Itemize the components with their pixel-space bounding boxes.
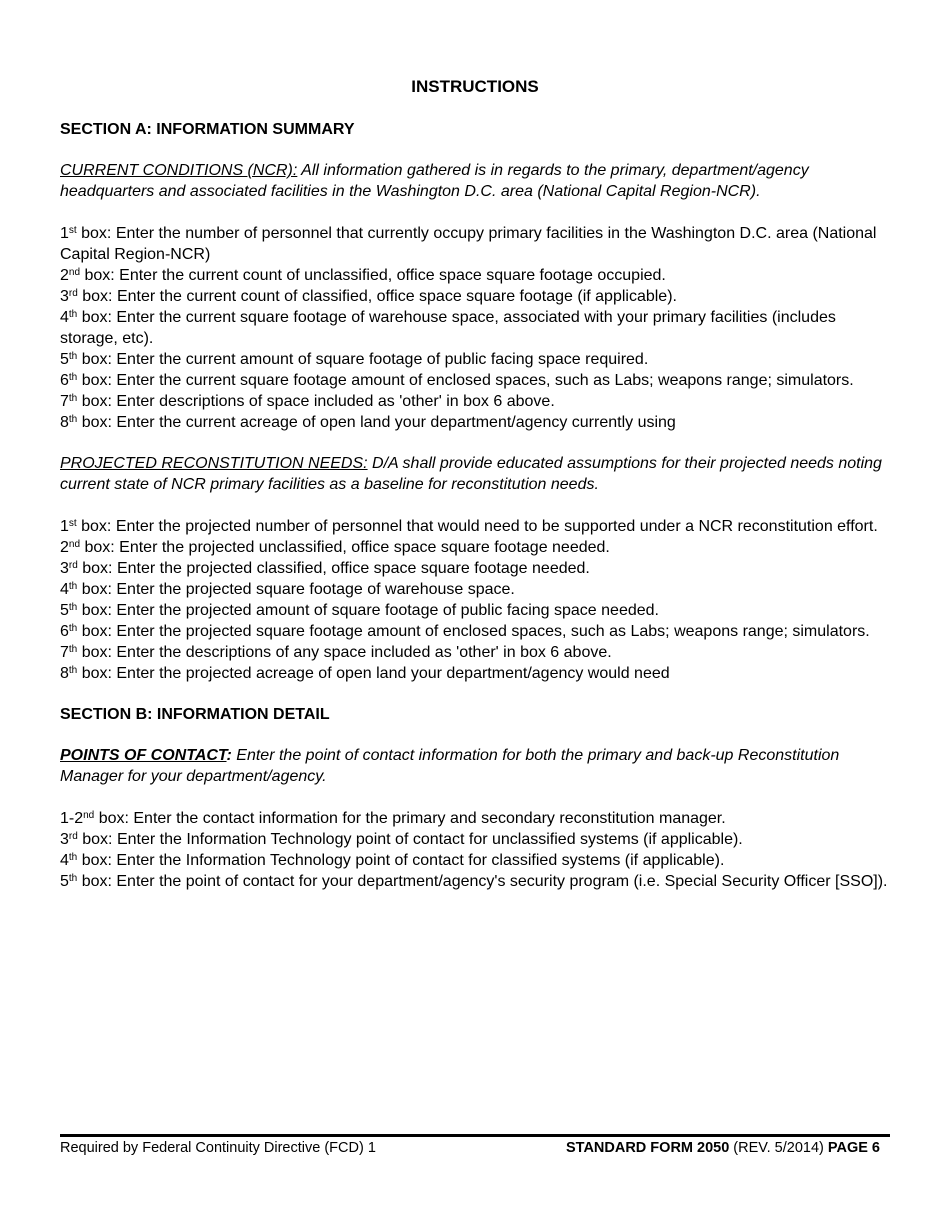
page-footer bbox=[60, 1134, 890, 1157]
current-conditions-list bbox=[60, 223, 890, 433]
points-of-contact-label: POINTS OF CONTACT bbox=[60, 747, 227, 764]
points-of-contact-text: Enter the point of contact information for both the primary and back-up Reconstitution Manager for your department/agency. bbox=[60, 747, 840, 785]
points-of-contact-intro: POINTS OF CONTACT: Enter the point of contact information for both the primary and back-up Reconstitution Manager for your department/agency. bbox=[60, 747, 840, 785]
list-item: 5th box: Enter the point of contact for your department/agency's security program (i.e. Special Security Officer [SSO]). bbox=[60, 873, 888, 890]
list-item: 4th box: Enter the Information Technology point of contact for classified systems (if applicable). bbox=[60, 852, 725, 869]
list-item: 7th box: Enter the descriptions of any space included as 'other' in box 6 above. bbox=[60, 644, 612, 661]
list-item: 4th box: Enter the projected square footage of warehouse space. bbox=[60, 581, 515, 598]
footer-page-number: PAGE 6 bbox=[827, 1140, 880, 1156]
page-title: INSTRUCTIONS bbox=[411, 77, 539, 96]
list-item: 8th box: Enter the projected acreage of open land your department/agency would need bbox=[60, 665, 670, 682]
points-of-contact-list bbox=[60, 808, 890, 892]
projected-needs-intro bbox=[60, 453, 890, 495]
projected-needs-list bbox=[60, 516, 890, 684]
section-a-heading: SECTION A: INFORMATION SUMMARY bbox=[60, 121, 355, 138]
list-item: 3rd box: Enter the current count of classified, office space square footage (if applicable). bbox=[60, 288, 677, 305]
list-item: 2nd box: Enter the projected unclassified, office space square footage needed. bbox=[60, 539, 610, 556]
footer-revision: (REV. 5/2014) bbox=[729, 1140, 828, 1156]
list-item: 6th box: Enter the current square footage amount of enclosed spaces, such as Labs; weapons range; simulators. bbox=[60, 372, 854, 389]
footer-form-info bbox=[566, 1139, 890, 1157]
current-conditions-label: CURRENT CONDITIONS (NCR): bbox=[60, 162, 298, 179]
list-item: 3rd box: Enter the Information Technology point of contact for unclassified systems (if applicable). bbox=[60, 831, 743, 848]
list-item: 3rd box: Enter the projected classified, office space square footage needed. bbox=[60, 560, 590, 577]
list-item: 4th box: Enter the current square footage of warehouse space, associated with your primary facilities (includes storage, etc). bbox=[60, 309, 836, 347]
list-item: 5th box: Enter the projected amount of square footage of public facing space needed. bbox=[60, 602, 659, 619]
footer-form-name: STANDARD FORM 2050 bbox=[566, 1140, 730, 1156]
current-conditions-intro bbox=[60, 160, 890, 202]
projected-needs-text: D/A shall provide educated assumptions for their projected needs noting current state of NCR primary facilities as a baseline for reconstitution needs. bbox=[60, 455, 882, 493]
list-item: 6th box: Enter the projected square footage amount of enclosed spaces, such as Labs; weapons range; simulators. bbox=[60, 623, 870, 640]
list-item: 5th box: Enter the current amount of square footage of public facing space required. bbox=[60, 351, 649, 368]
current-conditions-text: All information gathered is in regards to the primary, department/agency headquarters and associated facilities in the Washington D.C. area (National Capital Region-NCR). bbox=[60, 162, 809, 200]
list-item: 7th box: Enter descriptions of space included as 'other' in box 6 above. bbox=[60, 393, 555, 410]
projected-needs-label: PROJECTED RECONSTITUTION NEEDS: bbox=[60, 455, 368, 472]
section-b-heading: SECTION B: INFORMATION DETAIL bbox=[60, 706, 330, 723]
list-item: 1-2nd box: Enter the contact information for the primary and secondary reconstitution manager. bbox=[60, 810, 726, 827]
list-item: 1st box: Enter the projected number of personnel that would need to be supported under a NCR reconstitution effort. bbox=[60, 518, 878, 535]
footer-directive: Required by Federal Continuity Directive (FCD) 1 bbox=[60, 1140, 376, 1156]
list-item: 8th box: Enter the current acreage of open land your department/agency currently using bbox=[60, 414, 676, 431]
list-item: 2nd box: Enter the current count of unclassified, office space square footage occupied. bbox=[60, 267, 666, 284]
list-item: 1st box: Enter the number of personnel that currently occupy primary facilities in the Washington D.C. area (National Capital Region-NCR) bbox=[60, 225, 877, 263]
document-page bbox=[60, 76, 890, 912]
